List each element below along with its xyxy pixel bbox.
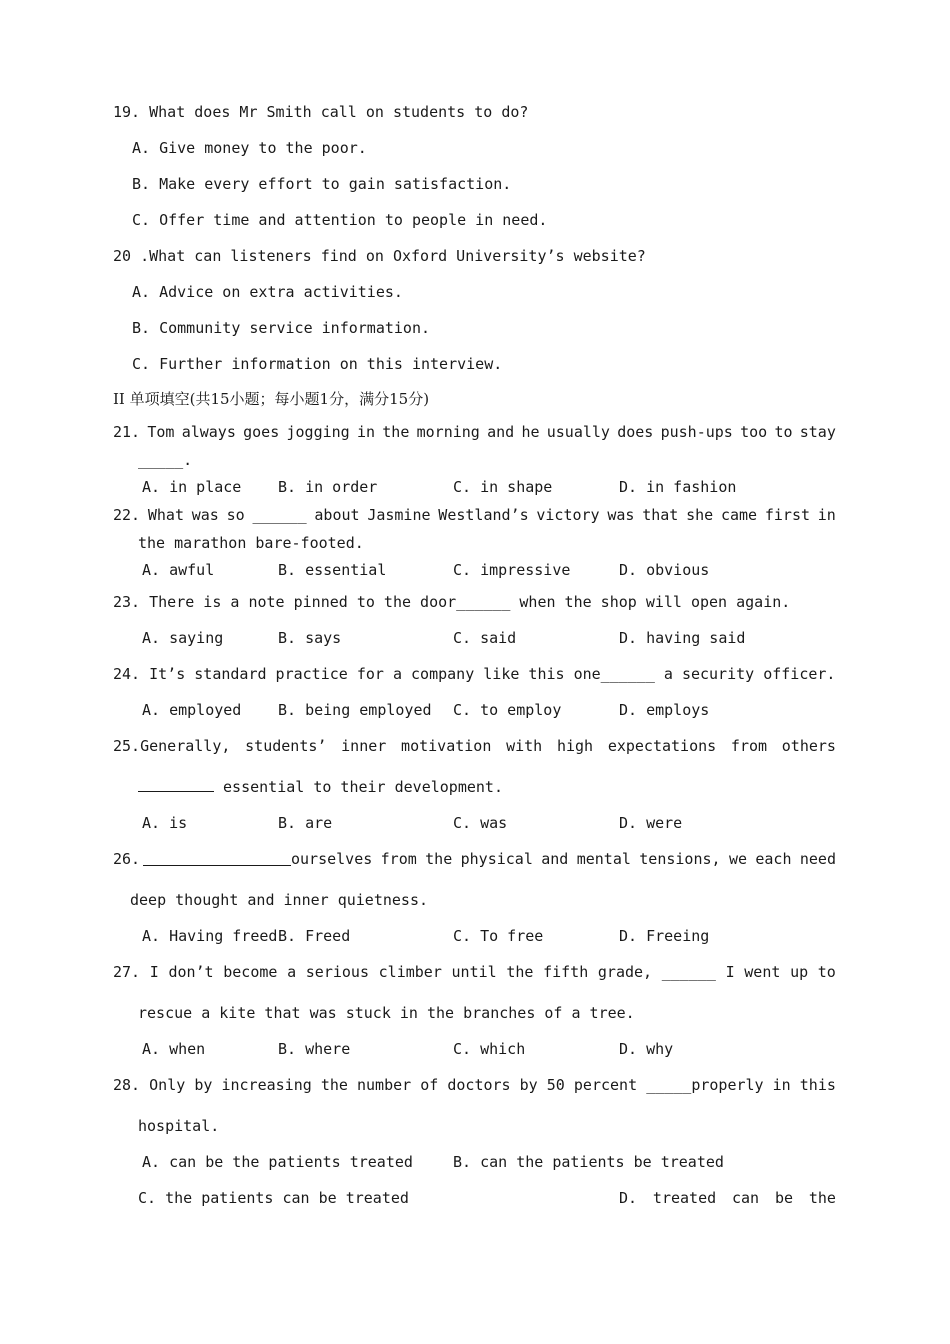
q27-option-b: B. where <box>278 1040 351 1058</box>
q26-line1: ourselves from the physical and mental tensions, we each need <box>291 850 836 868</box>
q19-stem: 19. What does Mr Smith call on students to do? <box>113 103 529 121</box>
q26-number: 26. <box>113 850 141 868</box>
q28-option-a: A. can be the patients treated <box>142 1153 413 1171</box>
q23-option-a: A. saying <box>142 629 224 647</box>
q24-stem: 24. It’s standard practice for a company like this one______ a security officer. <box>113 665 836 683</box>
q21-line2: _____. <box>138 451 193 469</box>
q21-option-c: C. in shape <box>453 478 553 496</box>
q19-option-b: B. Make every effort to gain satisfaction. <box>132 175 512 193</box>
q26-option-c: C. To free <box>453 927 544 945</box>
q26-answer-blank <box>143 851 291 866</box>
q27-option-c: C. which <box>453 1040 526 1058</box>
q23-option-d: D. having said <box>619 629 746 647</box>
q20-option-b: B. Community service information. <box>132 319 431 337</box>
q21-option-b: B. in order <box>278 478 378 496</box>
q27-line2: rescue a kite that was stuck in the branches of a tree. <box>138 1004 635 1022</box>
q21-option-d: D. in fashion <box>619 478 737 496</box>
q27-option-a: A. when <box>142 1040 206 1058</box>
q24-option-a: A. employed <box>142 701 242 719</box>
q28-line1: 28. Only by increasing the number of doctors by 50 percent _____properly in this <box>113 1076 836 1094</box>
q20-option-c: C. Further information on this interview. <box>132 355 503 373</box>
q23-stem: 23. There is a note pinned to the door______ when the shop will open again. <box>113 593 791 611</box>
q20-stem: 20 .What can listeners find on Oxford University’s website? <box>113 247 646 265</box>
q24-option-d: D. employs <box>619 701 710 719</box>
q22-option-d: D. obvious <box>619 561 710 579</box>
q28-option-c: C. the patients can be treated <box>138 1189 409 1207</box>
q25-answer-blank <box>138 777 214 792</box>
q26-option-a: A. Having freed <box>142 927 278 945</box>
q27-line1: 27. I don’t become a serious climber until the fifth grade, ______ I went up to <box>113 963 836 981</box>
section-heading: II 单项填空(共15小题；每小题1分，满分15分) <box>113 390 430 408</box>
q25-option-a: A. is <box>142 814 188 832</box>
q22-option-c: C. impressive <box>453 561 571 579</box>
q22-option-b: B. essential <box>278 561 387 579</box>
q28-option-b: B. can the patients be treated <box>453 1153 724 1171</box>
q23-option-b: B. says <box>278 629 342 647</box>
q24-option-c: C. to employ <box>453 701 562 719</box>
q24-option-b: B. being employed <box>278 701 432 719</box>
q21-option-a: A. in place <box>142 478 242 496</box>
q19-option-a: A. Give money to the poor. <box>132 139 367 157</box>
q25-option-c: C. was <box>453 814 508 832</box>
q22-line2: the marathon bare-footed. <box>138 534 364 552</box>
q26-line2: deep thought and inner quietness. <box>130 891 429 909</box>
q20-option-a: A. Advice on extra activities. <box>132 283 403 301</box>
q28-line2: hospital. <box>138 1117 220 1135</box>
q26-option-b: B. Freed <box>278 927 351 945</box>
q25-line1: 25.Generally, students’ inner motivation with high expectations from others <box>113 737 836 755</box>
q25-line2: essential to their development. <box>138 777 503 797</box>
q26-option-d: D. Freeing <box>619 927 710 945</box>
q22-option-a: A. awful <box>142 561 215 579</box>
q28-option-d: D. treated can be the <box>619 1189 836 1207</box>
q19-option-c: C. Offer time and attention to people in need. <box>132 211 548 229</box>
q25-option-b: B. are <box>278 814 333 832</box>
q25-option-d: D. were <box>619 814 683 832</box>
q21-line1: 21. Tom always goes jogging in the morning and he usually does push-ups too to stay <box>113 423 836 441</box>
q23-option-c: C. said <box>453 629 517 647</box>
q22-line1: 22. What was so ______ about Jasmine Westland’s victory was that she came first in <box>113 506 836 524</box>
q27-option-d: D. why <box>619 1040 674 1058</box>
